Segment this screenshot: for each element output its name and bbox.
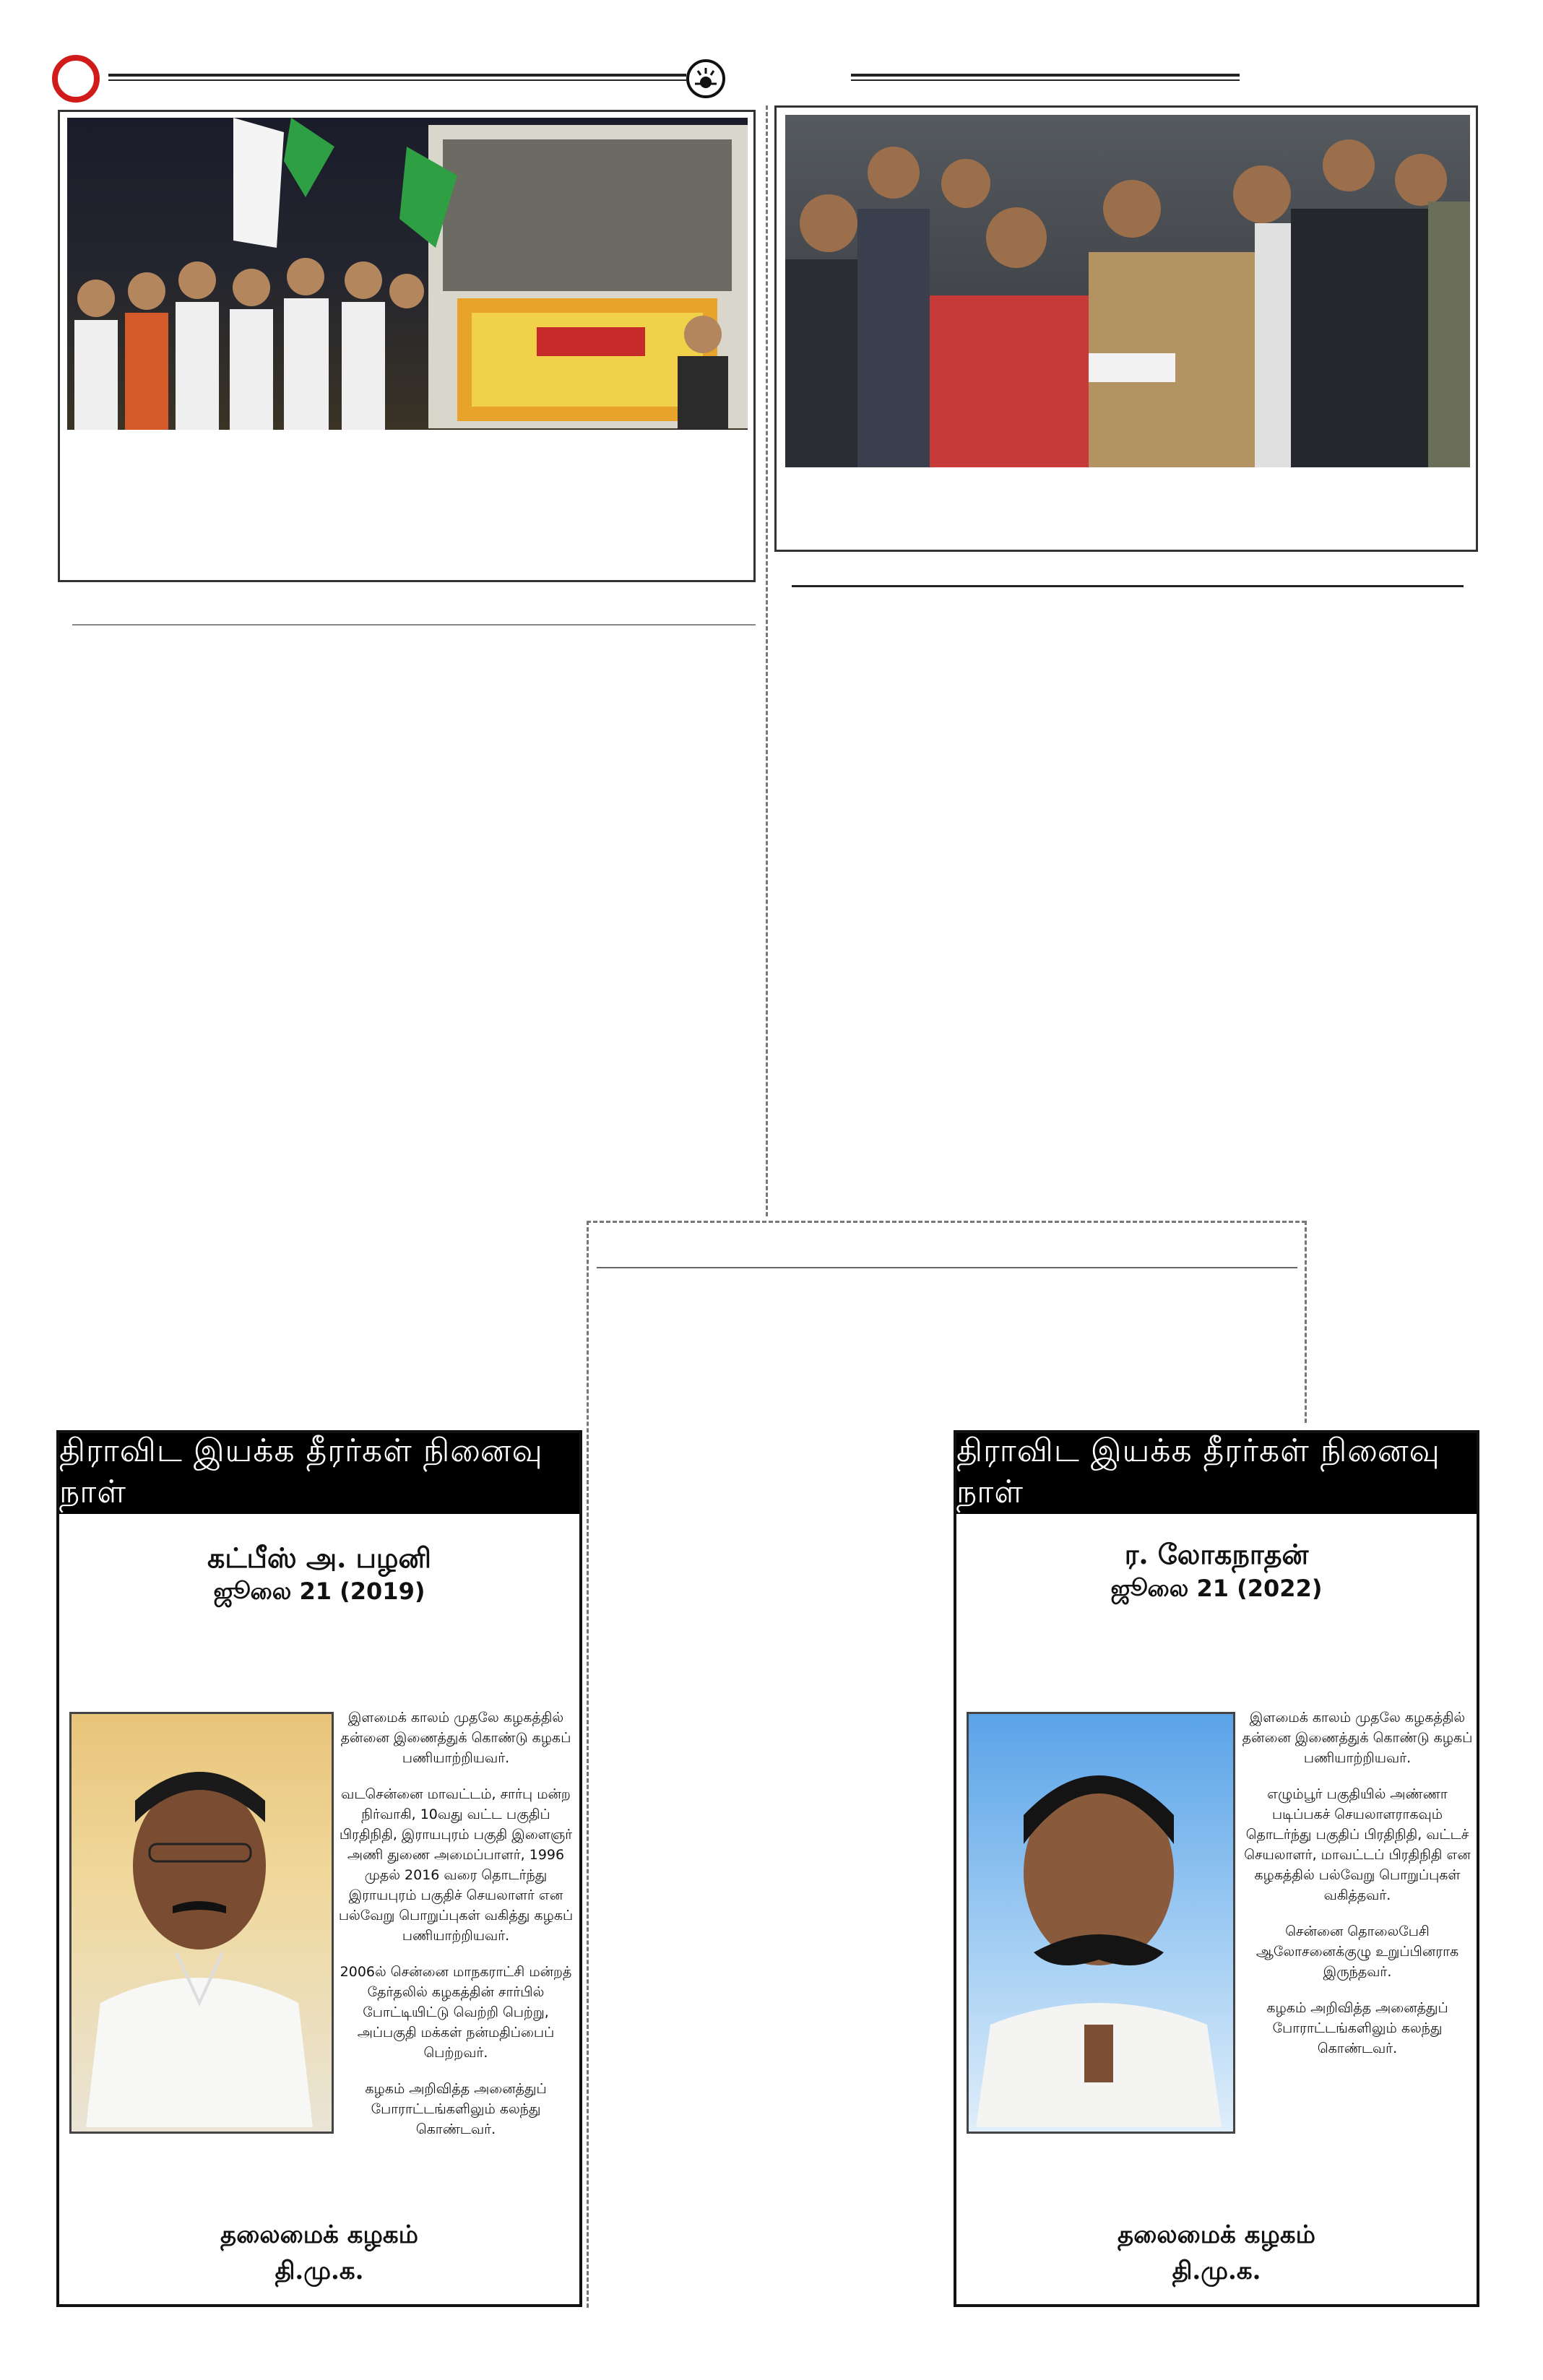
- relief-distribution-photo: [785, 115, 1470, 467]
- memorial-bio: [1240, 1708, 1475, 2074]
- memorial-heading: திராவிட இயக்க தீரர்கள் நினைவு நாள்: [956, 1433, 1477, 1514]
- bio-paragraph: இளமைக் காலம் முதலே கழகத்தில் தன்னை இணைத்துக் கொண்டு கழகப் பணியாற்றியவர்.: [1242, 1710, 1473, 1766]
- center-box-top: [587, 1221, 1306, 1223]
- party-emblem-icon: [686, 59, 725, 98]
- bio-paragraph: கழகம் அறிவித்த அனைத்துப் போராட்டங்களிலும் கலந்து கொண்டவர்.: [365, 2081, 547, 2137]
- memorial-date: ஜூலை 21 (2019): [213, 1578, 425, 1605]
- masthead-rule-thin: [108, 79, 686, 81]
- right-photo-frame: [774, 105, 1478, 552]
- center-box-left: [587, 1221, 589, 2308]
- right-column-rule: [792, 585, 1464, 587]
- masthead-rule: [108, 74, 686, 77]
- portrait-photo: [69, 1712, 334, 2134]
- portrait-photo: [967, 1712, 1235, 2134]
- column-divider: [766, 105, 768, 1216]
- signature-line-1: தலைமைக் கழகம்: [220, 2220, 418, 2249]
- signature-line-2: தி.மு.க.: [1172, 2256, 1261, 2285]
- memorial-card-loganathan: [954, 1430, 1479, 2307]
- bio-paragraph: சென்னை தொலைபேசி ஆலோசனைக்குழு உறுப்பினராக இருந்தவர்.: [1255, 1924, 1459, 1980]
- right-masthead-rule: [851, 74, 1240, 77]
- memorial-name: ர. லோகநாதன்: [1124, 1538, 1309, 1570]
- left-photo-frame: [58, 110, 756, 582]
- masthead-logo-icon: [52, 55, 100, 103]
- memorial-card-palani: [56, 1430, 582, 2307]
- bio-paragraph: 2006ல் சென்னை மாநகராட்சி மன்றத் தேர்தலில் கழகத்தின் சார்பில் போட்டியிட்டு வெற்றி பெற்று, அப்பகுதி மக்கள் நன்மதிப்பைப் பெற்றவர்.: [340, 1964, 572, 2061]
- memorial-heading: திராவிட இயக்க தீரர்கள் நினைவு நாள்: [59, 1433, 579, 1514]
- bio-paragraph: கழகம் அறிவித்த அனைத்துப் போராட்டங்களிலும் கலந்து கொண்டவர்.: [1266, 2000, 1448, 2056]
- signature-line-1: தலைமைக் கழகம்: [1118, 2220, 1315, 2249]
- bio-paragraph: வடசென்னை மாவட்டம், சார்பு மன்ற நிர்வாகி, 10வது வட்ட பகுதிப் பிரதிநிதி, இராயபுரம் பகுதி இளைஞர் அணி துணை அமைப்பாளர், 1996 முதல் 2016 வரை தொடர்ந்து இராயபுரம் பகுதிச் செயலாளர் என பல்வேறு பொறுப்புகள் வகித்து கழகப் பணியாற்றியவர்.: [338, 1786, 574, 1944]
- bio-paragraph: இளமைக் காலம் முதலே கழகத்தில் தன்னை இணைத்துக் கொண்டு கழகப் பணியாற்றியவர்.: [340, 1710, 571, 1766]
- memorial-bio: [337, 1708, 575, 2155]
- memorial-name: கட்பீஸ் அ. பழனி: [207, 1541, 431, 1574]
- signature-line-2: தி.மு.க.: [275, 2256, 364, 2285]
- center-box-right: [1305, 1221, 1307, 1423]
- center-box-rule: [597, 1267, 1297, 1268]
- memorial-date: ஜூலை 21 (2022): [1110, 1575, 1323, 1602]
- bio-paragraph: எழும்பூர் பகுதியில் அண்ணா படிப்பகச் செயலாளராகவும் தொடர்ந்து பகுதிப் பிரதிநிதி, வட்டச் செயலாளர், மாவட்டப் பிரதிநிதி என கழகத்தில் பல்வேறு பொறுப்புகள் வகித்தவர்.: [1244, 1786, 1471, 1903]
- right-masthead-rule-thin: [851, 79, 1240, 81]
- left-column-rule: [72, 624, 756, 626]
- bus-flagoff-photo: [67, 118, 748, 430]
